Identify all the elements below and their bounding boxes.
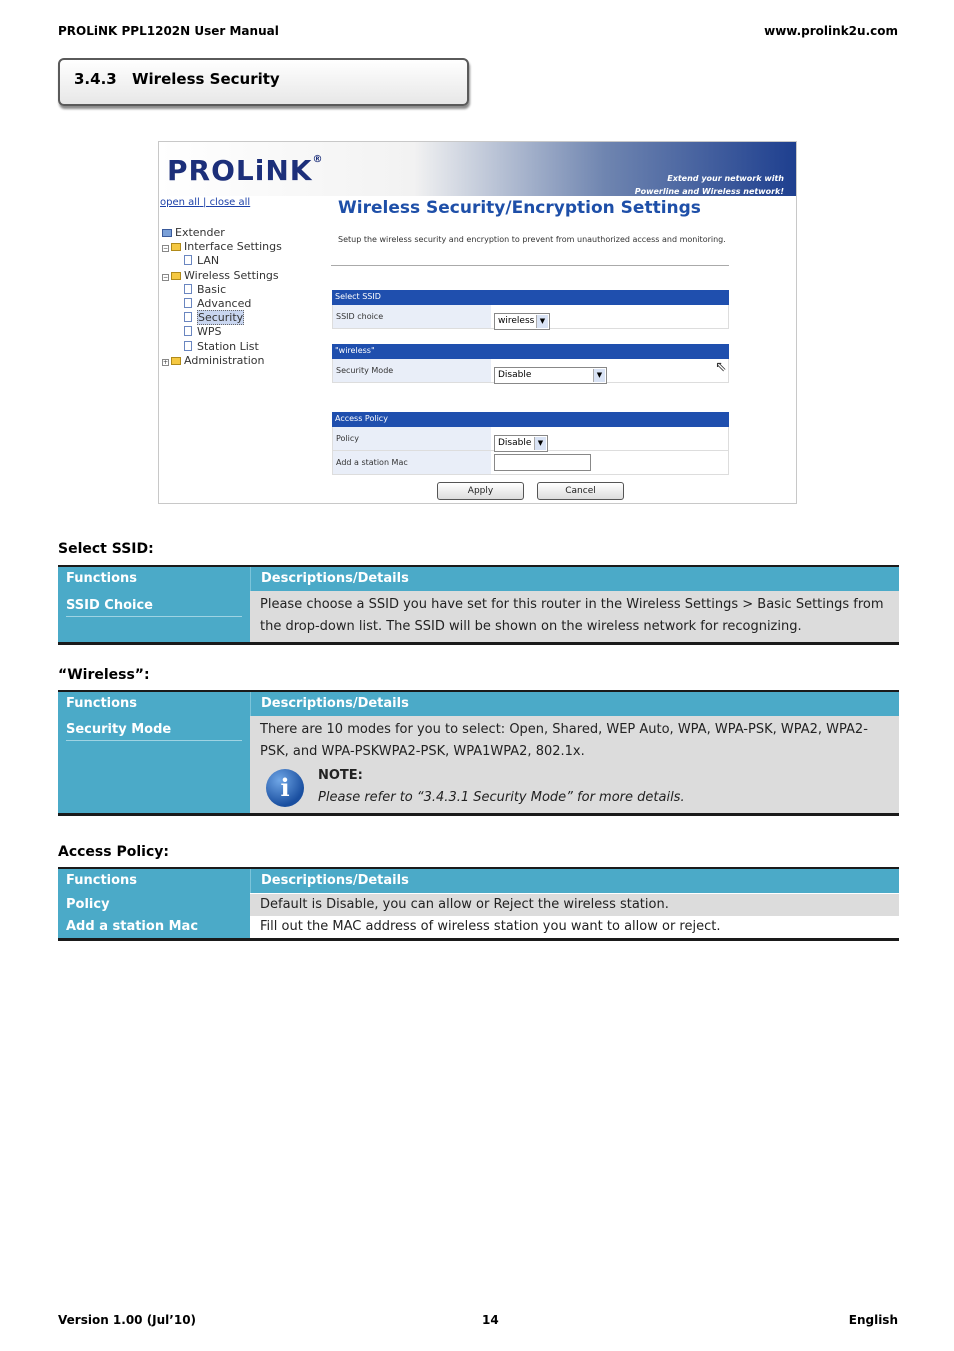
function-security-mode: Security Mode bbox=[66, 719, 242, 741]
tree-item-station-list[interactable]: Station List bbox=[162, 340, 282, 354]
tree-item-wireless[interactable]: − Wireless Settings bbox=[163, 268, 279, 282]
desc-policy: Default is Disable, you can allow or Reject the wireless station. bbox=[250, 894, 899, 916]
tree-item-interface[interactable]: − Interface Settings bbox=[163, 240, 282, 254]
tree-item-administration[interactable]: + Administration bbox=[163, 353, 265, 367]
folder-icon bbox=[162, 229, 172, 237]
section-heading bbox=[58, 58, 469, 106]
access-policy-block bbox=[332, 412, 729, 475]
page-icon bbox=[184, 284, 192, 294]
note-title: NOTE: bbox=[318, 768, 363, 783]
ssid-choice-select[interactable]: wireless ▼ bbox=[494, 313, 550, 330]
wireless-block bbox=[332, 344, 729, 383]
chevron-down-icon: ▼ bbox=[536, 315, 548, 328]
minus-icon: − bbox=[163, 273, 169, 281]
security-mode-select[interactable]: Disable ▼ bbox=[494, 367, 607, 384]
close-all-link[interactable]: close all bbox=[209, 197, 251, 208]
security-mode-label: Security Mode bbox=[333, 359, 491, 382]
col-descriptions: Descriptions/Details bbox=[250, 692, 899, 716]
policy-label: Policy bbox=[333, 427, 491, 450]
cancel-button[interactable]: Cancel bbox=[537, 482, 624, 500]
function-ssid-choice: SSID Choice bbox=[66, 595, 242, 617]
tree-item-extender[interactable]: Extender bbox=[162, 226, 282, 240]
nav-tree bbox=[162, 226, 282, 368]
info-icon: i bbox=[266, 769, 304, 807]
page-icon bbox=[184, 312, 192, 322]
folder-icon bbox=[171, 357, 181, 365]
router-screenshot bbox=[158, 141, 797, 504]
folder-icon bbox=[171, 243, 181, 251]
access-policy-bar: Access Policy bbox=[332, 412, 729, 427]
folder-icon bbox=[171, 272, 181, 280]
page-icon bbox=[184, 326, 192, 336]
divider bbox=[331, 265, 729, 266]
page-icon bbox=[184, 298, 192, 308]
header-manual-title: PROLiNK PPL1202N User Manual bbox=[58, 24, 279, 38]
col-descriptions: Descriptions/Details bbox=[250, 869, 899, 893]
wireless-bar: "wireless" bbox=[332, 344, 729, 359]
tree-item-advanced[interactable]: Advanced bbox=[162, 297, 282, 311]
settings-description: Setup the wireless security and encryption to prevent from unauthorized access and monitoring. bbox=[338, 235, 726, 244]
footer-version: Version 1.00 (Jul’10) bbox=[58, 1313, 197, 1327]
access-policy-table bbox=[58, 867, 899, 941]
section-number: 3.4.3 bbox=[74, 70, 117, 88]
desc-ssid-choice: Please choose a SSID you have set for this router in the Wireless Settings > Basic Settings from the drop-down list. The SSID will be shown on the wireless network for recognizing. bbox=[260, 597, 884, 634]
col-descriptions: Descriptions/Details bbox=[250, 567, 899, 591]
settings-title: Wireless Security/Encryption Settings bbox=[338, 198, 701, 218]
page-icon bbox=[184, 341, 192, 351]
wireless-heading: “Wireless”: bbox=[58, 667, 150, 683]
minus-icon: − bbox=[163, 245, 169, 253]
prolink-logo: PROLiNK® bbox=[167, 154, 324, 187]
tree-links: open all | close all bbox=[160, 197, 251, 208]
select-ssid-heading: Select SSID: bbox=[58, 541, 154, 557]
note-text: Please refer to “3.4.3.1 Security Mode” for more details. bbox=[318, 790, 685, 805]
add-mac-label: Add a station Mac bbox=[333, 451, 491, 474]
wireless-table bbox=[58, 690, 899, 816]
note-box bbox=[260, 765, 889, 809]
footer-page-number: 14 bbox=[482, 1313, 499, 1327]
banner-tagline: Extend your network with Powerline and Wireless network! bbox=[634, 174, 784, 196]
tree-item-lan[interactable]: LAN bbox=[162, 254, 282, 268]
plus-icon: + bbox=[163, 358, 169, 366]
page-icon bbox=[184, 255, 192, 265]
apply-button[interactable]: Apply bbox=[437, 482, 524, 500]
col-functions: Functions bbox=[66, 873, 138, 888]
desc-security-mode: There are 10 modes for you to select: Open, Shared, WEP Auto, WPA, WPA-PSK, WPA2, WPA2-PSK, and WPA-PSKWPA2-PSK, WPA1WPA2, 802.1x. i NOTE: Please refer to “3.4.3.1 Security Mode” for more details. bbox=[250, 716, 899, 813]
header-website: www.prolink2u.com bbox=[764, 24, 898, 38]
select-ssid-bar: Select SSID bbox=[332, 290, 729, 305]
tree-item-wps[interactable]: WPS bbox=[162, 325, 282, 339]
function-policy: Policy bbox=[66, 897, 110, 912]
tree-item-basic[interactable]: Basic bbox=[162, 283, 282, 297]
col-functions: Functions bbox=[66, 696, 138, 711]
add-mac-input[interactable] bbox=[494, 454, 591, 471]
access-policy-heading: Access Policy: bbox=[58, 844, 169, 860]
desc-add-station-mac: Fill out the MAC address of wireless station you want to allow or reject. bbox=[260, 919, 721, 934]
chevron-down-icon: ▼ bbox=[534, 437, 546, 450]
select-ssid-table bbox=[58, 565, 899, 645]
ssid-choice-label: SSID choice bbox=[333, 305, 491, 328]
open-all-link[interactable]: open all bbox=[160, 197, 200, 208]
section-title: Wireless Security bbox=[132, 70, 280, 88]
router-banner bbox=[159, 142, 796, 196]
col-functions: Functions bbox=[66, 571, 138, 586]
chevron-down-icon: ▼ bbox=[593, 369, 605, 382]
function-add-station-mac: Add a station Mac bbox=[66, 919, 199, 934]
footer-language: English bbox=[848, 1313, 898, 1327]
policy-select[interactable]: Disable ▼ bbox=[494, 435, 548, 452]
mouse-cursor-icon: ⇖ bbox=[715, 359, 727, 375]
select-ssid-block bbox=[332, 290, 729, 329]
tree-item-security[interactable]: Security bbox=[162, 311, 282, 325]
